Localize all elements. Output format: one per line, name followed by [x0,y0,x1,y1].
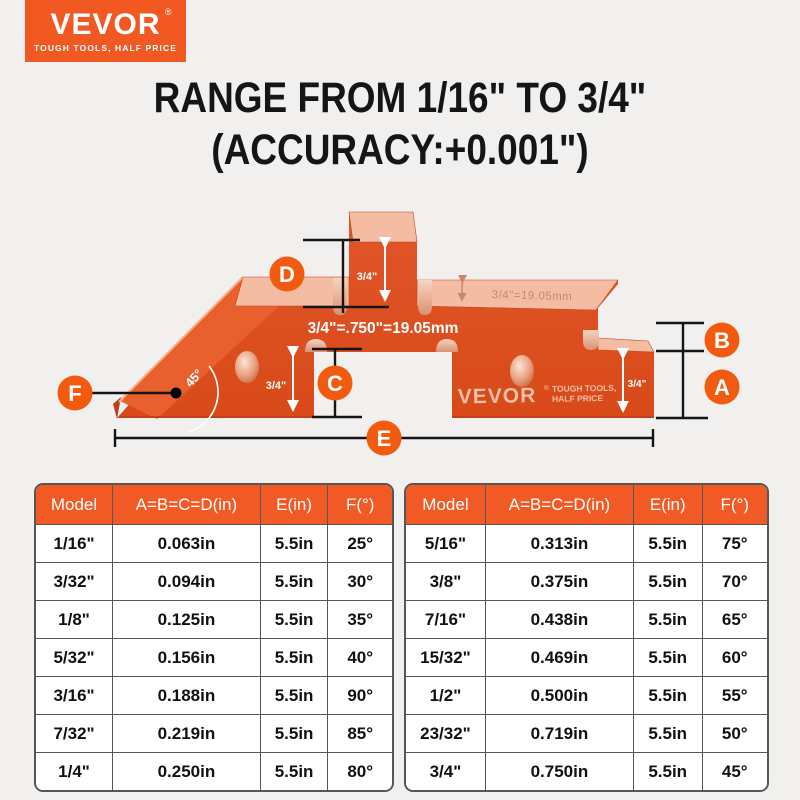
table-cell: 0.250in [113,753,261,791]
spec-table-right [404,483,769,792]
table-cell: 0.063in [113,525,261,563]
callout-E-letter: E [376,426,392,451]
table-cell: 85° [328,715,392,753]
table-cell: 5/16" [406,525,485,563]
table-cell: 75° [702,525,767,563]
table-cell: 5.5in [633,715,702,753]
table-cell: 5.5in [633,753,702,791]
logo-tagline: TOUGH TOOLS, HALF PRICE [33,42,178,53]
title-line-1: RANGE FROM 1/16" TO 3/4" [153,74,647,122]
table-cell: 5.5in [260,677,328,715]
countersunk-hole-left [235,351,259,383]
notch-step-corner [583,330,599,350]
table-cell: 0.219in [113,715,261,753]
header-abcd: A=B=C=D(in) [113,485,261,525]
right-column-dim-text: 3/4" [627,379,647,390]
header-model: Model [36,485,113,525]
callout-D [270,257,305,292]
table-cell: 55° [702,677,767,715]
tower-top-face [349,212,417,242]
notch-left-of-tower [333,278,347,315]
table-row [36,525,392,563]
header-f: F(°) [328,485,392,525]
header-e: E(in) [633,485,702,525]
angle-vertex-dot [171,388,182,399]
notch-right-of-tower [418,280,432,315]
table-row [36,639,392,677]
table-cell: 5.5in [633,525,702,563]
table-cell: 90° [328,677,392,715]
table-cell: 5.5in [633,677,702,715]
table-cell: 5.5in [260,715,328,753]
callout-F-letter: F [68,381,82,406]
table-cell: 23/32" [406,715,485,753]
table-cell: 0.719in [485,715,633,753]
table-row [36,753,392,791]
callout-A-letter: A [714,375,730,400]
table-cell: 65° [702,601,767,639]
table-row [406,639,767,677]
table-header-row [36,485,392,525]
logo-brand-text: VEVOR [50,7,161,41]
table-cell: 70° [702,563,767,601]
table-cell: 5.5in [260,753,328,791]
table-row [406,715,767,753]
table-cell: 0.188in [113,677,261,715]
table-row [36,677,392,715]
table-cell: 0.750in [485,753,633,791]
table-row [406,677,767,715]
table-row [36,563,392,601]
table-cell: 5.5in [633,601,702,639]
header-f: F(°) [702,485,767,525]
callout-D-letter: D [279,262,295,287]
table-cell: 80° [328,753,392,791]
table-cell: 0.500in [485,677,633,715]
table-row [36,601,392,639]
table-cell: 0.125in [113,601,261,639]
table-cell: 25° [328,525,392,563]
table-cell: 40° [328,639,392,677]
table-cell: 0.313in [485,525,633,563]
table-cell: 45° [702,753,767,791]
countersunk-hole-right [510,355,534,387]
callout-A [705,370,740,405]
spec-table-left [34,483,394,792]
table-cell: 1/2" [406,677,485,715]
callout-B-letter: B [714,328,730,353]
table-cell: 3/16" [36,677,113,715]
header-model: Model [406,485,485,525]
dim-AB-bracket [656,323,708,418]
formula-text: 3/4"=.750"=19.05mm [307,320,459,337]
engraved-registered-mark: ® [543,384,550,393]
engraved-tagline-2: HALF PRICE [551,392,604,404]
title-line-2: (ACCURACY:+0.001") [211,126,589,175]
table-row [406,525,767,563]
table-row [406,563,767,601]
table-cell: 0.469in [485,639,633,677]
table-cell: 5.5in [633,639,702,677]
table-cell: 35° [328,601,392,639]
engraved-brand: VEVOR [457,384,537,409]
engraved-tagline-1: TOUGH TOOLS, [551,382,617,394]
callout-E [367,421,402,456]
table-cell: 15/32" [406,639,485,677]
table-cell: 1/4" [36,753,113,791]
table-cell: 60° [702,639,767,677]
callout-C-letter: C [327,371,343,396]
table-row [406,601,767,639]
table-cell: 0.156in [113,639,261,677]
table-cell: 5.5in [260,563,328,601]
logo-registered-mark: ® [164,6,172,17]
table-cell: 3/4" [406,753,485,791]
table-cell: 0.375in [485,563,633,601]
table-cell: 0.094in [113,563,261,601]
callout-B [705,323,740,358]
table-cell: 5.5in [260,601,328,639]
table-cell: 5.5in [633,563,702,601]
table-header-row [406,485,767,525]
table-cell: 3/8" [406,563,485,601]
table-cell: 50° [702,715,767,753]
table-cell: 30° [328,563,392,601]
angle-text: 45° [182,366,206,390]
callout-C [318,366,353,401]
table-cell: 0.438in [485,601,633,639]
top-face-engraving-text: 3/4"=19.05mm [491,289,573,304]
table-row [406,753,767,791]
header-abcd: A=B=C=D(in) [485,485,633,525]
table-cell: 7/32" [36,715,113,753]
table-cell: 5.5in [260,639,328,677]
header-e: E(in) [260,485,328,525]
table-cell: 5/32" [36,639,113,677]
callout-F [58,376,93,411]
notch-dim-text: 3/4" [265,380,287,392]
table-cell: 1/16" [36,525,113,563]
tower-dim-text: 3/4" [356,271,378,283]
right-step-ledge-face [598,338,654,352]
table-cell: 7/16" [406,601,485,639]
table-row [36,715,392,753]
table-cell: 5.5in [260,525,328,563]
table-cell: 1/8" [36,601,113,639]
table-cell: 3/32" [36,563,113,601]
